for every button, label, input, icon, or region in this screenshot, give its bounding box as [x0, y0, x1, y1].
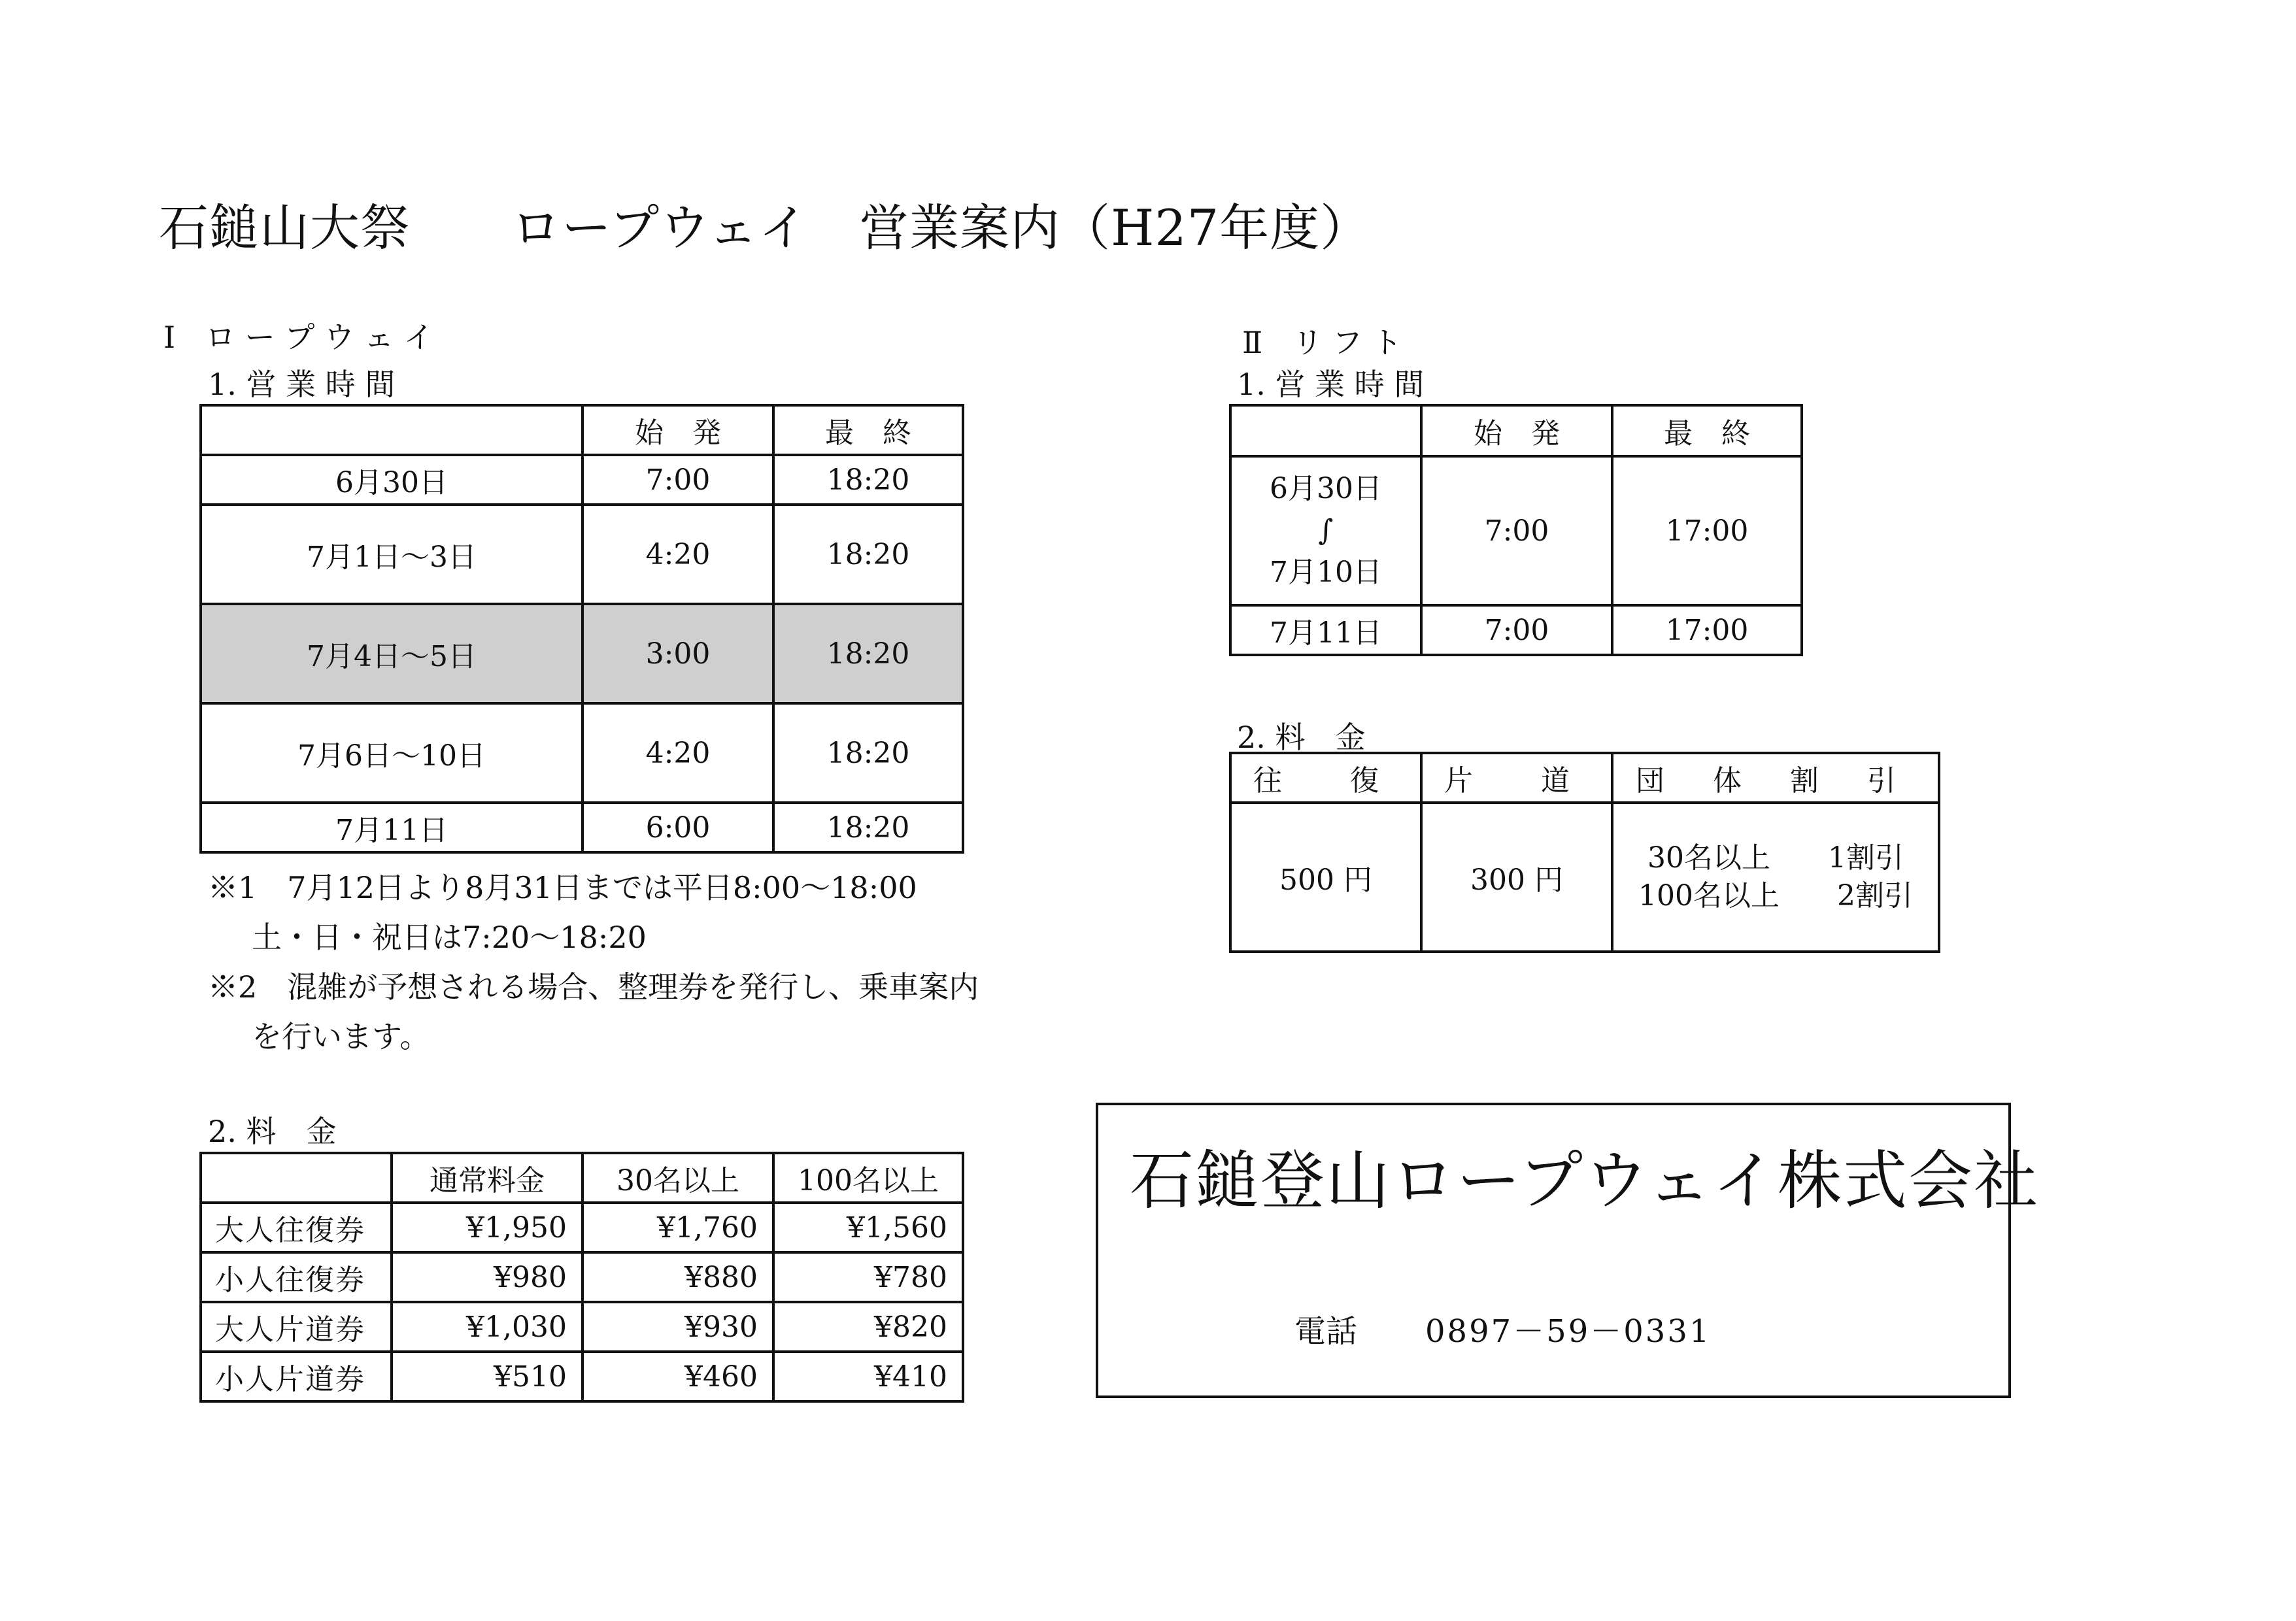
table-row	[201, 1302, 963, 1352]
column-header-group-100: 100名以上	[773, 1153, 963, 1203]
table-row	[201, 703, 963, 803]
phone-number: 0897－59－0331	[1425, 1313, 1712, 1350]
table-header-row	[1230, 405, 1802, 456]
group-30-fare-cell: ¥1,760	[582, 1203, 773, 1252]
date-from: 6月30日	[1270, 472, 1382, 505]
page-title: 石鎚山大祭 ロープウェイ 営業案内（H27年度）	[159, 199, 1371, 257]
round-trip-fare-cell: 500 円	[1230, 803, 1421, 952]
column-header-first: 始 発	[582, 405, 773, 455]
group-discount-cell	[1612, 803, 1939, 952]
group-30-fare-cell: ¥930	[582, 1302, 773, 1352]
one-way-fare-cell: 300 円	[1421, 803, 1612, 952]
lift-fares-table	[1229, 752, 1940, 953]
ropeway-fares-heading: 2. 料 金	[208, 1114, 337, 1149]
table-row	[201, 1252, 963, 1302]
last-departure-cell: 18:20	[773, 604, 963, 703]
table-row	[201, 1352, 963, 1401]
lift-section-heading: Ⅱ リ フ ト	[1242, 325, 1402, 360]
column-header-first: 始 発	[1421, 405, 1612, 456]
group-discount-100: 100名以上 2割引	[1638, 879, 1913, 912]
column-header-group-30: 30名以上	[582, 1153, 773, 1203]
column-header-normal: 通常料金	[392, 1153, 582, 1203]
last-departure-cell: 18:20	[773, 703, 963, 803]
column-header	[201, 405, 582, 455]
last-departure-cell: 18:20	[773, 505, 963, 604]
table-row	[201, 505, 963, 604]
last-departure-cell: 17:00	[1612, 605, 1802, 655]
normal-fare-cell: ¥1,950	[392, 1203, 582, 1252]
date-cell: 7月1日～3日	[201, 505, 582, 604]
last-departure-cell: 18:20	[773, 455, 963, 505]
date-range-cell	[1230, 456, 1421, 605]
table-header-row	[201, 1153, 963, 1203]
date-cell: 7月11日	[201, 803, 582, 852]
note-2-line-1: ※2 混雑が予想される場合、整理券を発行し、乗車案内	[208, 969, 979, 1005]
group-discount-30: 30名以上 1割引	[1647, 841, 1904, 875]
group-100-fare-cell: ¥1,560	[773, 1203, 963, 1252]
first-departure-cell: 7:00	[1421, 605, 1612, 655]
normal-fare-cell: ¥980	[392, 1252, 582, 1302]
date-cell: 7月4日～5日	[201, 604, 582, 703]
first-departure-cell: 7:00	[582, 455, 773, 505]
first-departure-cell: 3:00	[582, 604, 773, 703]
normal-fare-cell: ¥510	[392, 1352, 582, 1401]
first-departure-cell: 4:20	[582, 703, 773, 803]
ticket-type-cell: 小人往復券	[201, 1252, 392, 1302]
last-departure-cell: 17:00	[1612, 456, 1802, 605]
table-row-highlighted	[201, 604, 963, 703]
last-departure-cell: 18:20	[773, 803, 963, 852]
normal-fare-cell: ¥1,030	[392, 1302, 582, 1352]
ropeway-section-heading: Ⅰ ロ ー プ ウ ェ イ	[163, 320, 434, 355]
group-100-fare-cell: ¥820	[773, 1302, 963, 1352]
company-name: 石鎚登山ロープウェイ株式会社	[1130, 1144, 2040, 1218]
column-header-one-way: 片 道	[1421, 753, 1612, 803]
group-30-fare-cell: ¥880	[582, 1252, 773, 1302]
table-row	[201, 1203, 963, 1252]
group-100-fare-cell: ¥410	[773, 1352, 963, 1401]
range-mark: ∫	[1318, 514, 1334, 547]
first-departure-cell: 7:00	[1421, 456, 1612, 605]
lift-hours-table	[1229, 404, 1803, 656]
date-to: 7月10日	[1270, 556, 1382, 589]
phone-label: 電話	[1294, 1313, 1358, 1350]
table-row	[201, 455, 963, 505]
column-header-round-trip: 往 復	[1230, 753, 1421, 803]
table-row	[201, 803, 963, 852]
group-30-fare-cell: ¥460	[582, 1352, 773, 1401]
column-header	[1230, 405, 1421, 456]
ticket-type-cell: 大人往復券	[201, 1203, 392, 1252]
ropeway-hours-heading: 1. 営 業 時 間	[208, 367, 396, 402]
note-1-line-2: 土・日・祝日は7:20～18:20	[252, 920, 647, 955]
ticket-type-cell: 大人片道券	[201, 1302, 392, 1352]
lift-fares-heading: 2. 料 金	[1237, 720, 1366, 755]
table-row	[1230, 605, 1802, 655]
ropeway-fares-table	[199, 1152, 964, 1403]
ropeway-hours-table	[199, 404, 964, 854]
first-departure-cell: 6:00	[582, 803, 773, 852]
date-cell: 7月11日	[1230, 605, 1421, 655]
first-departure-cell: 4:20	[582, 505, 773, 604]
date-cell: 6月30日	[201, 455, 582, 505]
note-2-line-2: を行います。	[252, 1019, 430, 1054]
table-header-row	[1230, 753, 1939, 803]
column-header-last: 最 終	[1612, 405, 1802, 456]
column-header-last: 最 終	[773, 405, 963, 455]
table-row	[1230, 803, 1939, 952]
date-cell: 7月6日～10日	[201, 703, 582, 803]
table-row	[1230, 456, 1802, 605]
lift-hours-heading: 1. 営 業 時 間	[1237, 367, 1425, 402]
table-header-row	[201, 405, 963, 455]
ticket-type-cell: 小人片道券	[201, 1352, 392, 1401]
group-100-fare-cell: ¥780	[773, 1252, 963, 1302]
column-header	[201, 1153, 392, 1203]
column-header-group-discount: 団 体 割 引	[1612, 753, 1939, 803]
note-1-line-1: ※1 7月12日より8月31日までは平日8:00～18:00	[208, 870, 917, 905]
